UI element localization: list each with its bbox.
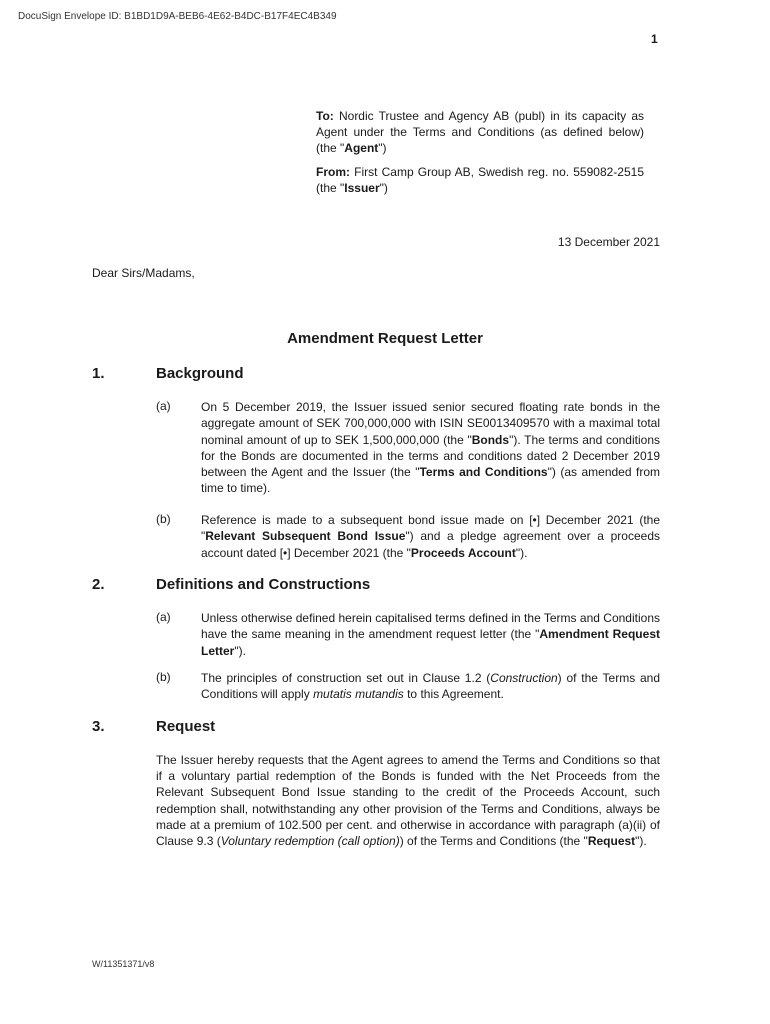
salutation: Dear Sirs/Madams,	[92, 266, 195, 280]
s1b-t2: ") and a pledge agreement over a proceeds account dated [•] December 2021 (the "	[201, 529, 660, 560]
to-label: To:	[316, 109, 334, 123]
s1b-t1: Reference is made to a subsequent bond issue made on [•] December 2021 (the "	[201, 513, 660, 544]
s1a-t3: ") (as amended from time to time).	[201, 465, 661, 496]
section-1-number: 1.	[92, 365, 105, 382]
s1a-t1: On 5 December 2019, the Issuer issued senior secured floating rate bonds in the aggregate amount of SEK 700,000,000 with ISIN SE0013409570 with a maximal total nominal amount of up to SEK 1,500,000,000 (the "	[201, 400, 660, 447]
addressee-block	[316, 108, 644, 156]
s2b-t3: to this Agreement.	[403, 687, 504, 702]
request-term: Request	[587, 834, 636, 849]
section-2-heading: Definitions and Constructions	[156, 576, 371, 593]
page-number: 1	[651, 32, 658, 46]
section-1-heading: Background	[156, 365, 244, 382]
to-text-end: ")	[378, 141, 387, 155]
from-label: From:	[316, 165, 350, 179]
section-1a-label: (a)	[156, 399, 171, 413]
construction-term: Construction	[490, 671, 558, 685]
to-text: Nordic Trustee and Agency AB (publ) in its capacity as Agent under the Terms and Conditions (as defined below) (the "	[316, 109, 644, 155]
section-2-number: 2.	[92, 576, 105, 593]
amendment-request-letter-term: Amendment Request Letter	[201, 627, 660, 658]
sender-block	[316, 164, 644, 196]
s2b-t2: ) of the Terms and Conditions will apply	[201, 671, 661, 702]
section-1b-label: (b)	[156, 512, 171, 526]
agent-term: Agent	[344, 141, 379, 155]
section-2a-label: (a)	[156, 610, 171, 624]
mutatis-mutandis-term: mutatis mutandis	[313, 687, 404, 702]
issuer-term: Issuer	[344, 181, 380, 195]
document-reference: W/11351371/v8	[92, 959, 155, 969]
terms-and-conditions-term: Terms and Conditions	[419, 465, 548, 480]
section-3-text	[156, 752, 660, 849]
proceeds-account-term: Proceeds Account	[410, 545, 516, 560]
letter-date: 13 December 2021	[557, 235, 660, 249]
from-text: First Camp Group AB, Swedish reg. no. 559082-2515 (the "	[316, 165, 644, 195]
section-3-heading: Request	[156, 718, 216, 735]
s2a-t1: Unless otherwise defined herein capitalised terms defined in the Terms and Conditions have the same meaning in the amendment request letter (the "	[201, 611, 660, 642]
section-2b-label: (b)	[156, 670, 171, 684]
s2a-t2: ").	[234, 643, 246, 658]
s1b-t3: ").	[515, 545, 528, 560]
s3-t1: The Issuer hereby requests that the Agent agrees to amend the Terms and Conditions so that if a voluntary partial redemption of the Bonds is funded with the Net Proceeds from the Relevant Subsequent Bond Issue standing to the credit of the Proceeds Account, such redemption shall, notwithstanding any other provision of the Terms and Conditions, always be made at a premium of 102.500 per cent. and otherwise in accordance with paragraph (a)(ii) of Clause 9.3 (	[156, 753, 660, 849]
section-1b-text	[201, 512, 660, 561]
docusign-envelope-id: DocuSign Envelope ID: B1BD1D9A-BEB6-4E62-B4DC-B17F4EC4B349	[18, 11, 337, 22]
section-1a-text	[201, 399, 660, 497]
bonds-term: Bonds	[471, 432, 510, 447]
voluntary-redemption-term: Voluntary redemption (call option)	[220, 834, 400, 849]
s1a-t2: "). The terms and conditions for the Bonds are documented in the terms and conditions dated 2 December 2019 between the Agent and the Issuer (the "	[201, 432, 660, 480]
s3-t2: ) of the Terms and Conditions (the "	[399, 834, 588, 849]
section-2b-text	[201, 670, 660, 703]
s2b-t1: The principles of construction set out in Clause 1.2 (	[201, 671, 491, 685]
from-text-end: ")	[379, 181, 388, 195]
document-title: Amendment Request Letter	[287, 330, 483, 347]
relevant-subsequent-bond-issue-term: Relevant Subsequent Bond Issue	[205, 529, 406, 544]
section-2a-text	[201, 610, 660, 659]
s3-t3: ").	[635, 834, 647, 849]
section-3-number: 3.	[92, 718, 105, 735]
